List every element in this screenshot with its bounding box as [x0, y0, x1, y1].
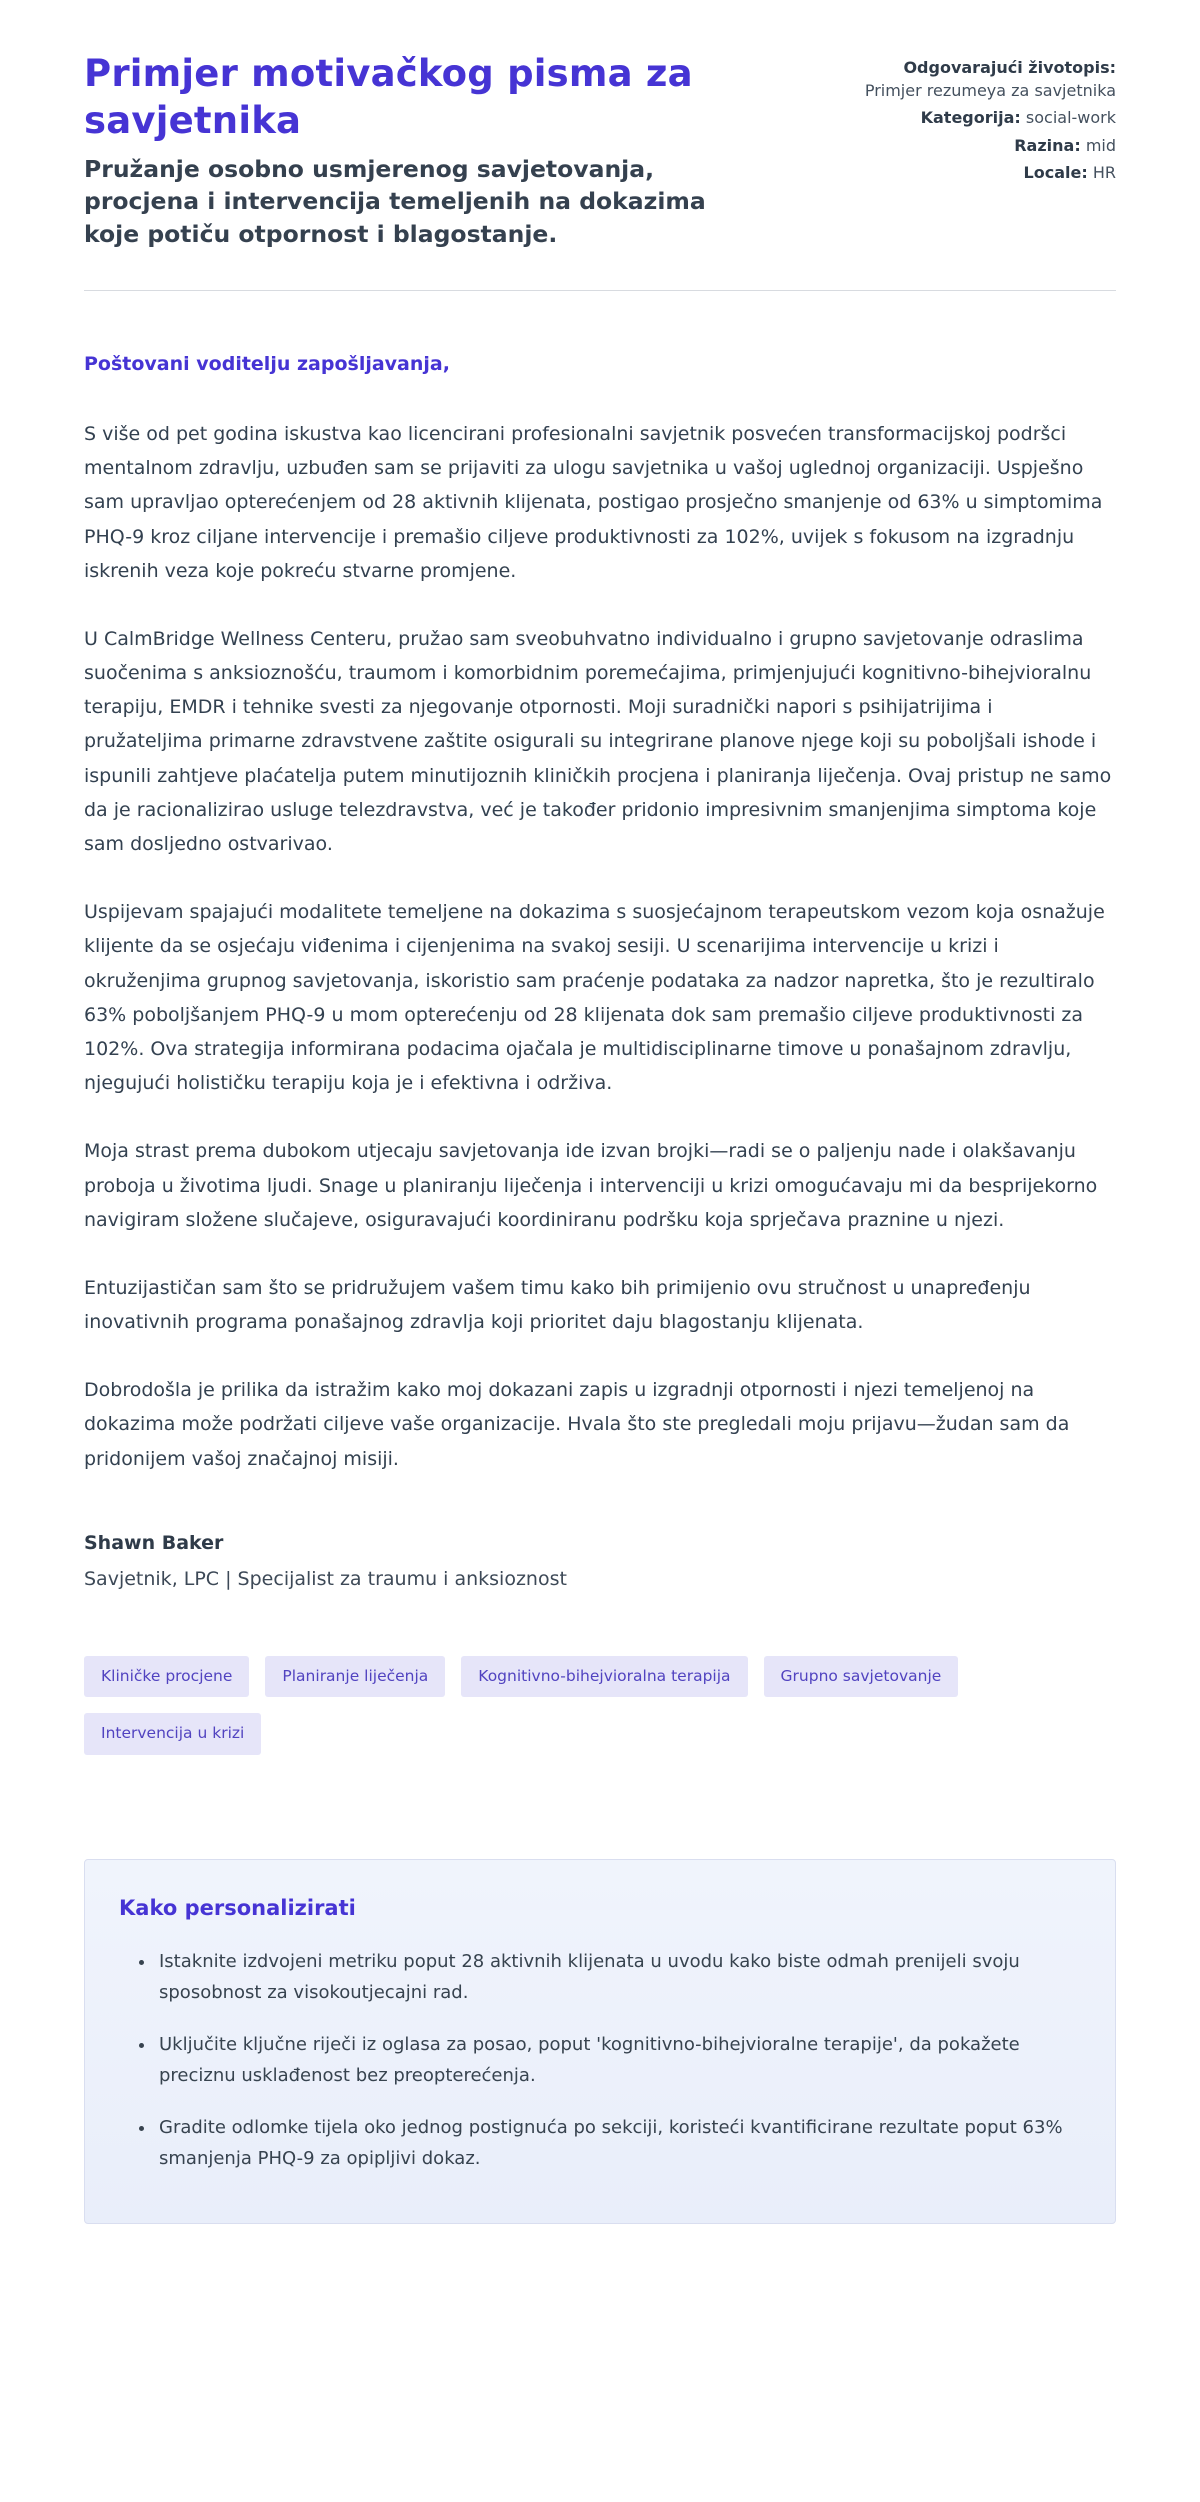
letter-paragraph: U CalmBridge Wellness Centeru, pružao sam sveobuhvatno individualno i grupno savjetovanje odraslima suočenima s anksioznošću, traumom i komorbidnim poremećajima, primjenjujući kognitivno-bihejvioralnu terapiju, EMDR i tehnike svesti za njegovanje otpornosti. Moji suradnički napori s psihijatrijima i pružateljima primarne zdravstvene zaštite osigurali su integrirane planove njege koji su poboljšali ishode i ispunili zahtjeve plaćatelja putem minutijoznih kliničkih procjena i planiranja liječenja. Ovaj pristup ne samo da je racionalizirao usluge telezdravstva, već je također pridonio impresivnim smanjenjima simptoma koje sam dosljedno ostvarivao. — [84, 627, 1112, 856]
tips-list — [115, 1946, 1085, 2175]
signature-role: Savjetnik, LPC | Specijalist za traumu i anksioznost — [84, 1567, 567, 1590]
letter-greeting: Poštovani voditelju zapošljavanja, — [84, 352, 450, 375]
tip-item: • Uključite ključne riječi iz oglasa za posao, poput 'kognitivno-bihejvioralne terapije', da pokažete preciznu usklađenost bez preopterećenja. — [155, 2029, 1085, 2092]
header-main — [84, 50, 784, 250]
tip-item: • Istaknite izdvojeni metriku poput 28 aktivnih klijenata u uvodu kako biste odmah prenijeli svoju sposobnost za visokoutjecajni rad. — [155, 1946, 1085, 2009]
meta-value: Primjer rezumeya za savjetnika — [864, 81, 1116, 101]
skill-tag-crisis-intervention: Intervencija u krizi — [84, 1713, 261, 1755]
meta-label: Razina: — [1014, 135, 1081, 155]
personalization-tips-box — [84, 1859, 1116, 2224]
letter-paragraph: Moja strast prema dubokom utjecaju savjetovanja ide izvan brojki—radi se o paljenju nade i olakšavanju proboja u životima ljudi. Snage u planiranju liječenja i intervenciji u krizi omogućavaju mi da besprijekorno navigiram složene slučajeve, osiguravajući koordiniranu podršku koja sprječava praznine u njezi. — [84, 1140, 1098, 1231]
letter-paragraph: S više od pet godina iskustva kao licencirani profesionalni savjetnik posvećen transformacijskoj podršci mentalnom zdravlju, uzbuđen sam se prijaviti za ulogu savjetnika u vašoj uglednoj organizaciji. Uspješno sam upravljao opterećenjem od 28 aktivnih klijenata, postigao prosječno smanjenje od 63% u simptomima PHQ-9 kroz ciljane intervencije i premašio ciljeve produktivnosti za 102%, uvijek s fokusom na izgradnju iskrenih veza koje pokreću stvarne promjene. — [84, 422, 1103, 582]
meta-value: mid — [1085, 135, 1116, 155]
signature-name: Shawn Baker — [84, 1531, 224, 1554]
header — [84, 50, 1116, 250]
skill-tags — [84, 1656, 1116, 1755]
letter-paragraph: Entuzijastičan sam što se pridružujem vašem timu kako bih primijenio ovu stručnost u unapređenju inovativnih programa ponašajnog zdravlja koji prioritet daju blagostanju klijenata. — [84, 1276, 1031, 1334]
meta-row-matching-resume — [854, 56, 1116, 102]
skill-tag-cbt: Kognitivno-bihejvioralna terapija — [461, 1656, 747, 1698]
meta-value: social-work — [1025, 108, 1116, 128]
meta-label: Kategorija: — [920, 108, 1021, 128]
meta-row-level — [854, 134, 1116, 157]
meta-label: Odgovarajući životopis: — [903, 58, 1116, 77]
meta-value: HR — [1092, 162, 1116, 182]
cover-letter-page — [84, 0, 1116, 2284]
page-title: Primjer motivačkog pisma za savjetnika — [84, 52, 693, 143]
tips-title: Kako personalizirati — [119, 1895, 356, 1920]
meta-row-category — [854, 106, 1116, 129]
meta-label: Locale: — [1023, 162, 1088, 182]
meta-panel — [854, 50, 1116, 188]
letter-paragraph: Uspijevam spajajući modalitete temeljene na dokazima s suosjećajnom terapeutskom vezom koja osnažuje klijente da se osjećaju viđenima i cijenjenima na svakoj sesiji. U scenarijima intervencije u krizi i okruženjima grupnog savjetovanja, iskoristio sam praćenje podataka za nadzor napretka, što je rezultiralo 63% poboljšanjem PHQ-9 u mom opterećenju od 28 klijenata dok sam premašio ciljeve produktivnosti za 102%. Ova strategija informirana podacima ojačala je multidisciplinarne timove u ponašajnom zdravlju, njegujući holističku terapiju koja je i efektivna i održiva. — [84, 901, 1105, 1095]
skill-tag-treatment-planning: Planiranje liječenja — [265, 1656, 445, 1698]
page-subtitle: Pružanje osobno usmjerenog savjetovanja, procjena i intervencija temeljenih na dokazima koje potiču otpornost i blagostanje. — [84, 154, 706, 248]
header-divider — [84, 290, 1116, 291]
letter-body — [84, 353, 1116, 1755]
meta-row-locale — [854, 161, 1116, 184]
skill-tag-clinical-assessments: Kliničke procjene — [84, 1656, 249, 1698]
skill-tag-group-counseling: Grupno savjetovanje — [764, 1656, 959, 1698]
letter-paragraph: Dobrodošla je prilika da istražim kako moj dokazani zapis u izgradnji otpornosti i njezi temeljenoj na dokazima može podržati ciljeve vaše organizacije. Hvala što ste pregledali moju prijavu—žudan sam da pridonijem vašoj značajnoj misiji. — [84, 1379, 1070, 1470]
tip-item: • Gradite odlomke tijela oko jednog postignuća po sekciji, koristeći kvantificirane rezultate poput 63% smanjenja PHQ-9 za opipljivi dokaz. — [155, 2112, 1085, 2175]
